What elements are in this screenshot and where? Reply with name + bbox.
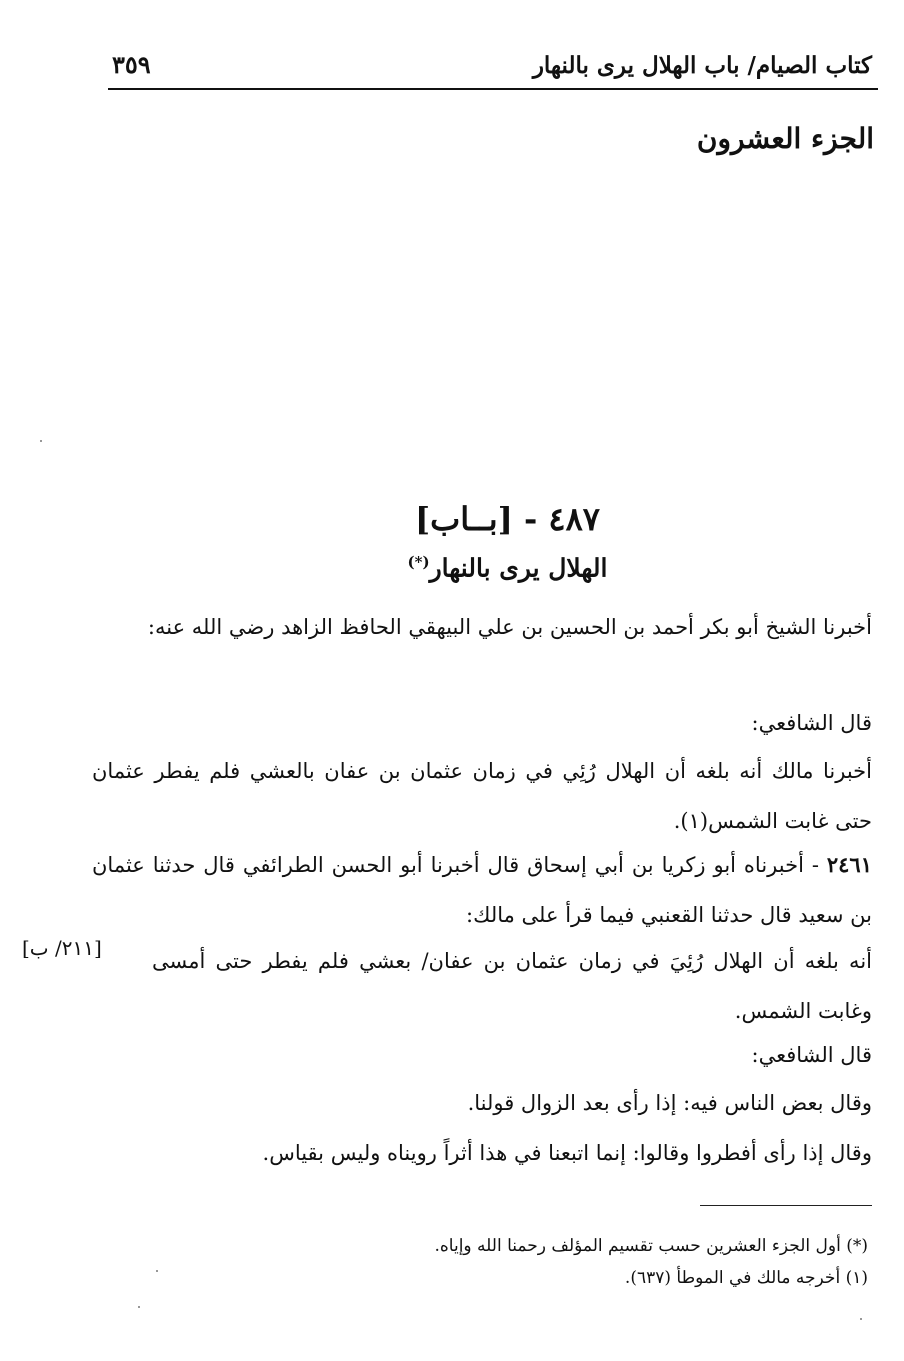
paragraph-they-said: وقال إذا رأى أفطروا وقالوا: إنما اتبعنا في هذا أثراً رويناه وليس بقياس. (262, 1141, 872, 1165)
scan-speck (138, 1306, 140, 1308)
paragraph-malik-report: أخبرنا مالك أنه بلغه أن الهلال رُئِي في زمان عثمان بن عفان بالعشي فلم يفطر عثمان حتى غابت الشمس(١). (92, 759, 872, 833)
paragraph-shafii-says-2: قال الشافعي: (751, 1043, 872, 1067)
paragraph-isnad-intro: أخبرنا الشيخ أبو بكر أحمد بن الحسين بن علي البيهقي الحافظ الزاهد رضي الله عنه: (147, 615, 872, 639)
footnote-marker-star: (*) (407, 553, 430, 571)
hadith-2461-text: - أخبرناه أبو زكريا بن أبي إسحاق قال أخبرنا أبو الحسن الطرائفي قال حدثنا عثمان بن سعيد قال حدثنا القعنبي فيما قرأ على مالك: (92, 853, 872, 927)
footnote-star: (*) أول الجزء العشرين حسب تقسيم المؤلف رحمنا الله وإياه. (434, 1236, 868, 1256)
chapter-subtitle-text: الهلال يرى بالنهار (429, 553, 608, 583)
header-divider (108, 88, 878, 90)
page-number: ٣٥٩ (112, 50, 151, 79)
hadith-number: ٢٤٦١ (826, 852, 872, 877)
paragraph-hilal-seen: أنه بلغه أن الهلال رُئِيَ في زمان عثمان بن عفان/ بعشي فلم يفطر حتى أمسى وغابت الشمس. (152, 949, 872, 1023)
part-title: الجزء العشرون (696, 122, 874, 155)
running-header-title: كتاب الصيام/ باب الهلال يرى بالنهار (532, 52, 872, 79)
footnote-divider (700, 1205, 872, 1206)
chapter-heading: ٤٨٧ - [بــاب] (415, 500, 600, 538)
manuscript-folio-ref: [٢١١/ ب] (22, 936, 102, 960)
scan-speck (860, 1318, 862, 1320)
scan-speck (40, 440, 42, 442)
paragraph-hadith-2461 (92, 840, 872, 940)
paragraph-some-people-said: وقال بعض الناس فيه: إذا رأى بعد الزوال قولنا. (467, 1091, 872, 1115)
footnote-1: (١) أخرجه مالك في الموطأ (٦٣٧). (624, 1268, 868, 1288)
scan-speck (156, 1270, 158, 1272)
paragraph-shafii-says-1: قال الشافعي: (751, 711, 872, 735)
chapter-subtitle (340, 553, 675, 582)
